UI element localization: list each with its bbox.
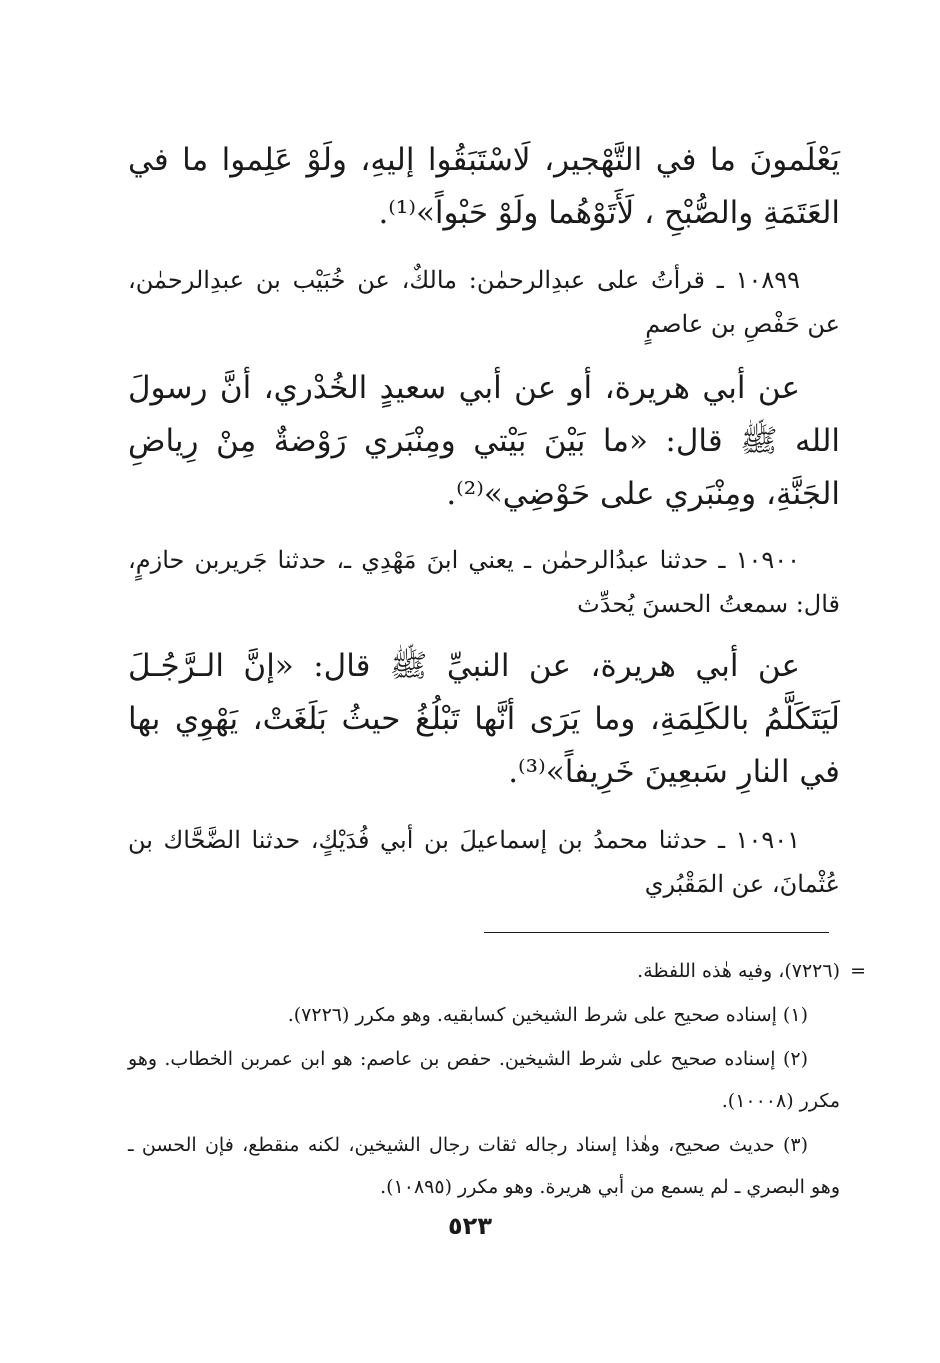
hadith-continuation-paragraph: يَعْلَمونَ ما في التَّهْجير، لَاسْتَبَقُوا إليهِ، ولَوْ عَلِموا ما في العَتَمَةِ والصُّبْحِ ، لَأَتَوْهُما ولَوْ حَبْواً»⁽¹⁾. bbox=[128, 142, 840, 231]
footnote-2: (٢) إسناده صحيح على شرط الشيخين. حفص بن عاصم: هو ابن عمربن الخطاب. وهو مكرر (١٠٠٠٨). bbox=[128, 1048, 840, 1112]
carryover-marker: = bbox=[850, 960, 866, 982]
hadith-text-10900: عن أبي هريرة، عن النبيِّ ﷺ قال: «إنَّ الـرَّجُـلَ لَيَتَكَلَّمُ بالكَلِمَةِ، وما يَرَى أنَّها تَبْلُغُ حيثُ بَلَغَتْ، يَهْوِي بها في النارِ سَبعِينَ خَرِيفاً»⁽³⁾. bbox=[128, 648, 840, 790]
isnad-10900: ١٠٩٠٠ ـ حدثنا عبدُالرحمٰن ـ يعني ابنَ مَهْدِي ـ، حدثنا جَريربن حازمٍ، قال: سمعتُ الحسنَ يُحدِّث bbox=[128, 546, 840, 618]
hadith-text-10899: عن أبي هريرة، أو عن أبي سعيدٍ الخُدْري، أنَّ رسولَ الله ﷺ قال: «ما بَيْنَ بَيْتي ومِنْبَري رَوْضةٌ مِنْ رِياضِ الجَنَّةِ، ومِنْبَري على حَوْضِي»⁽²⁾. bbox=[128, 370, 840, 512]
footnote-3: (٣) حديث صحيح، وهٰذا إسناد رجاله ثقات رجال الشيخين، لكنه منقطع، فإن الحسن ـ وهو البصري ـ لم يسمع من أبي هريرة. وهو مكرر (١٠٨٩٥). bbox=[128, 1134, 840, 1198]
footnotes-section bbox=[128, 950, 866, 1210]
isnad-10899: ١٠٨٩٩ ـ قرأتُ على عبدِالرحمٰن: مالكٌ، عن خُبَيْب بن عبدِالرحمٰن، عن حَفْصِ بن عاصمٍ bbox=[128, 266, 840, 338]
footnote-separator bbox=[484, 932, 829, 933]
page-number: ٥٢٣ bbox=[448, 1212, 492, 1240]
footnote-1: (١) إسناده صحيح على شرط الشيخين كسابقيه. وهو مكرر (٧٢٢٦). bbox=[287, 1004, 808, 1026]
isnad-10901: ١٠٩٠١ ـ حدثنا محمدُ بن إسماعيلَ بن أبي فُدَيْكٍ، حدثنا الضَّحَّاك بن عُثْمانَ، عن المَقْبُري bbox=[128, 826, 840, 898]
footnote-carryover bbox=[128, 950, 866, 992]
footnote-carryover-text: (٧٢٢٦)، وفيه هٰذه اللفظة. bbox=[637, 960, 840, 982]
